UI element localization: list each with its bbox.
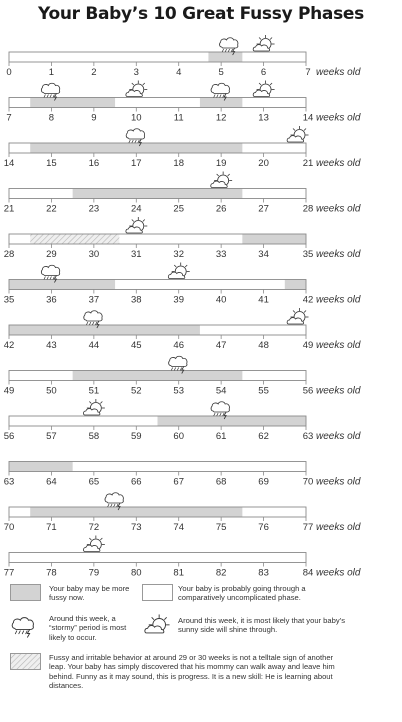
week-tick-label: 74 [173,522,185,533]
legend-sun-text: Around this week, it is most likely that your baby’s sunny side will shine through. [178,616,345,635]
week-tick-label: 67 [173,476,185,488]
week-tick-label: 46 [173,340,185,351]
weeks-old-label: weeks old [316,67,361,78]
week-tick-label: 52 [130,385,142,397]
legend-sun-icon [143,612,173,640]
week-tick-label: 24 [130,203,142,215]
week-tick-label: 12 [215,112,227,124]
fussy-period-segment [208,52,242,62]
week-tick-label: 45 [130,340,142,351]
fussy-period-segment [9,325,200,335]
weeks-old-label: weeks old [316,385,361,397]
week-tick-label: 42 [3,340,15,351]
legend-calm-swatch [142,584,173,601]
week-tick-label: 71 [46,522,57,533]
week-tick-label: 29 [46,249,57,260]
weeks-old-label: weeks old [316,158,361,169]
week-tick-label: 5 [218,67,224,78]
sun-icon [126,217,147,233]
weeks-old-label: weeks old [316,112,361,124]
week-tick-label: 10 [130,112,142,124]
legend-hatched-swatch [10,653,41,670]
week-tick-label: 41 [258,294,269,306]
week-tick-label: 73 [130,522,142,533]
fussy-period-segment [158,416,307,426]
week-tick-label: 27 [258,203,269,215]
weeks-old-label: weeks old [316,340,361,351]
sun-icon [287,126,308,142]
week-tick-label: 65 [88,476,100,488]
week-tick-label: 15 [46,158,57,169]
week-tick-label: 11 [173,112,184,124]
week-tick-label: 35 [302,249,314,260]
fussy-period-segment [30,143,242,153]
weeks-old-label: weeks old [316,431,361,442]
week-tick-label: 68 [215,476,227,488]
week-tick-label: 43 [46,340,57,351]
week-tick-label: 44 [88,340,100,351]
week-tick-label: 31 [130,249,142,260]
week-tick-label: 13 [258,112,269,124]
week-tick-label: 37 [88,294,100,306]
week-tick-label: 60 [173,431,185,442]
week-tick-label: 77 [302,522,314,533]
week-tick-label: 77 [3,567,15,579]
week-tick-label: 84 [302,567,314,579]
week-tick-label: 64 [46,476,57,488]
fussy-period-segment [9,280,115,290]
week-tick-label: 18 [173,158,185,169]
week-tick-label: 63 [302,431,314,442]
week-tick-label: 79 [88,567,100,579]
week-tick-label: 2 [91,67,97,78]
week-tick-label: 7 [305,67,311,78]
week-tick-label: 82 [215,567,227,579]
fussy-period-segment [73,371,243,381]
weeks-old-label: weeks old [316,476,361,488]
week-tick-label: 72 [88,522,100,533]
week-tick-label: 17 [130,158,142,169]
week-tick-label: 34 [258,249,269,260]
week-tick-label: 49 [302,340,314,351]
fussy-period-segment [30,507,242,517]
sun-icon [126,81,147,97]
week-tick-label: 51 [88,385,100,397]
week-tick-label: 58 [88,431,100,442]
sun-icon [211,172,232,188]
week-tick-label: 36 [46,294,57,306]
week-tick-label: 9 [91,112,97,124]
weeks-old-label: weeks old [316,203,361,215]
legend-calm-text: Your baby is probably going through a comparatively uncomplicated phase. [178,584,306,603]
week-tick-label: 0 [6,67,12,78]
legend-storm-text: Around this week, a “stormy” period is most likely to occur. [49,614,127,642]
sun-icon [168,263,189,279]
fussy-period-segment [30,98,115,108]
week-tick-label: 56 [302,385,314,397]
week-tick-label: 70 [3,522,15,533]
week-tick-label: 28 [302,203,314,215]
legend-fussy-swatch [10,584,41,601]
week-tick-label: 28 [3,249,15,260]
legend-fussy-text: Your baby may be more fussy now. [49,584,130,603]
week-tick-label: 39 [173,294,185,306]
week-tick-label: 48 [258,340,269,351]
weeks-old-label: weeks old [316,294,361,306]
week-tick-label: 1 [48,67,55,78]
week-tick-label: 23 [88,203,100,215]
weeks-old-label: weeks old [316,249,361,260]
week-tick-label: 83 [258,567,269,579]
week-tick-label: 26 [215,203,227,215]
week-tick-label: 54 [215,385,227,397]
week-tick-label: 63 [3,476,15,488]
week-tick-label: 70 [302,476,314,488]
week-tick-label: 78 [46,567,57,579]
sun-icon [287,308,308,324]
week-tick-label: 66 [130,476,142,488]
week-tick-label: 81 [173,567,185,579]
row-bar-background [9,553,306,563]
week-tick-label: 80 [130,567,142,579]
fussy-period-segment [242,234,306,244]
week-tick-label: 3 [133,67,139,78]
sun-icon [83,536,104,552]
week-tick-label: 47 [215,340,227,351]
week-tick-label: 14 [3,158,15,169]
week-tick-label: 33 [215,249,227,260]
week-tick-label: 32 [173,249,185,260]
row-bar-background [9,52,306,62]
week-tick-label: 20 [258,158,269,169]
week-tick-label: 55 [258,385,269,397]
week-tick-label: 22 [46,203,57,215]
sun-icon [253,35,274,51]
week-tick-label: 56 [3,431,15,442]
legend-hatched-text: Fussy and irritable behavior at around 29 or 30 weeks is not a telltale sign of another leap. Your baby has simply discovered that his mommy can walk away and leave him behind. Funny as it may sound, this is progress. It is a new skill: He is learning about distances. [49,653,335,691]
week-tick-label: 19 [215,158,227,169]
sun-icon [253,81,274,97]
sun-icon [83,399,104,415]
week-tick-label: 25 [173,203,185,215]
week-tick-label: 57 [46,431,57,442]
week-tick-label: 62 [258,431,269,442]
hatched-period-segment [30,234,119,244]
week-tick-label: 53 [173,385,185,397]
week-tick-label: 35 [3,294,15,306]
weeks-old-label: weeks old [316,567,361,579]
fussy-period-segment [73,189,243,199]
week-tick-label: 69 [258,476,269,488]
week-tick-label: 40 [215,294,227,306]
week-tick-label: 21 [3,203,15,215]
page-title: Your Baby’s 10 Great Fussy Phases [38,4,364,24]
week-tick-label: 6 [260,67,267,78]
week-tick-label: 14 [302,112,314,124]
fussy-period-segment [9,462,73,472]
week-tick-label: 49 [3,385,15,397]
fussy-period-segment [285,280,306,290]
week-tick-label: 21 [302,158,314,169]
week-tick-label: 4 [176,67,182,78]
week-tick-label: 42 [302,294,314,306]
week-tick-label: 38 [130,294,142,306]
fussy-period-segment [200,98,242,108]
legend-storm-icon [10,612,40,640]
week-tick-label: 76 [258,522,269,533]
week-tick-label: 75 [215,522,227,533]
week-tick-label: 7 [6,112,12,124]
week-tick-label: 61 [215,431,227,442]
week-tick-label: 30 [88,249,100,260]
week-tick-label: 50 [46,385,57,397]
week-tick-label: 59 [130,431,142,442]
week-tick-label: 16 [88,158,100,169]
week-tick-label: 8 [48,112,55,124]
weeks-old-label: weeks old [316,522,361,533]
